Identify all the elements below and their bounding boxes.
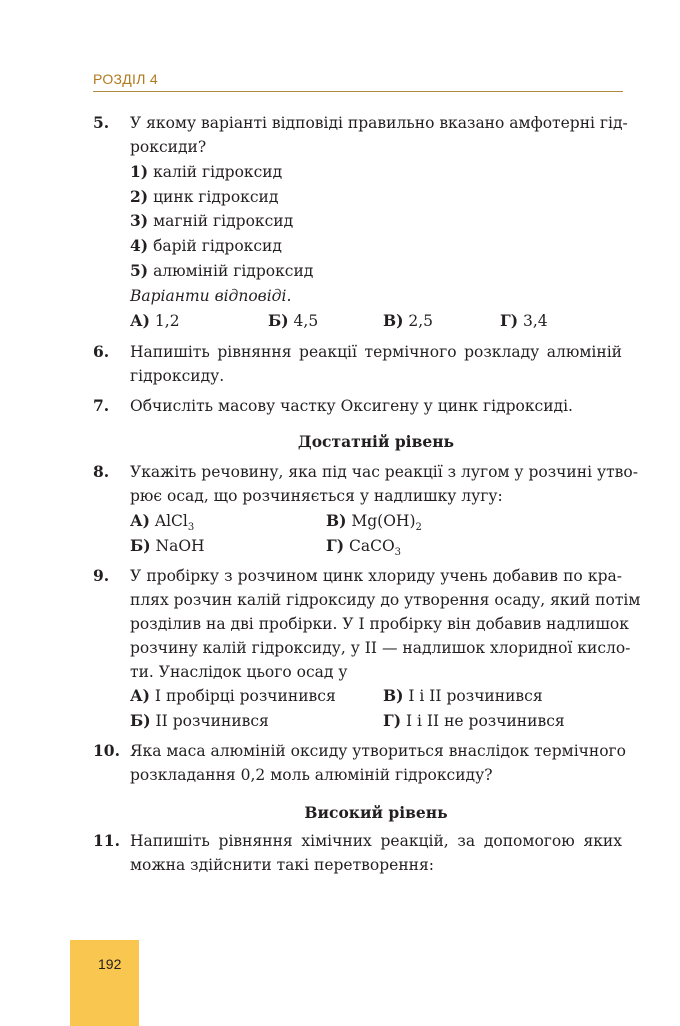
section-header xyxy=(93,69,623,92)
q5-answer-g: Г) 3,4 xyxy=(500,311,548,330)
section-title: РОЗДІЛ 4 xyxy=(93,71,159,87)
q9-answer-b: Б) ІІ розчинився xyxy=(130,711,269,730)
q9-text-line: ти. Унаслідок цього осад у xyxy=(130,663,348,681)
q6-text-line: Напишіть рівняння реакції термічного розкладу алюміній xyxy=(130,343,622,361)
q5-option: 3) магній гідроксид xyxy=(130,211,294,230)
q9-text-line: розчину калій гідроксиду, у ІІ — надлишок хлоридної кисло- xyxy=(130,639,631,657)
q10-text-line: розкладання 0,2 моль алюміній гідроксиду? xyxy=(130,766,493,784)
q5-option: 1) калій гідроксид xyxy=(130,162,283,181)
q8-answer-g: Г) CaCO$_3$ xyxy=(326,536,402,558)
q9-number: 9. xyxy=(93,566,110,585)
q9-text-line: У пробірку з розчином цинк хлориду учень добавив по кра- xyxy=(130,567,622,585)
page-number-tab xyxy=(70,940,139,1026)
q5-text-line: роксиди? xyxy=(130,138,207,156)
q5-answer-b: Б) 4,5 xyxy=(268,311,319,330)
level-heading-sufficient: Достатній рівень xyxy=(297,432,455,451)
q9-answer-v: В) І і ІІ розчинився xyxy=(383,686,543,705)
q5-option: 2) цинк гідроксид xyxy=(130,187,279,206)
q6-text-line: гідроксиду. xyxy=(130,367,225,385)
q5-option: 4) барій гідроксид xyxy=(130,236,282,255)
q5-text-line: У якому варіанті відповіді правильно вказано амфотерні гід- xyxy=(130,114,628,132)
q9-text-line: плях розчин калій гідроксиду до утворення осаду, який потім xyxy=(130,591,641,609)
q11-text-line: Напишіть рівняння хімічних реакцій, за допомогою яких xyxy=(130,832,622,850)
q9-answer-g: Г) І і ІІ не розчинився xyxy=(383,711,565,730)
q7-number: 7. xyxy=(93,396,110,415)
q9-answer-a: А) І пробірці розчинився xyxy=(130,686,336,705)
q5-number: 5. xyxy=(93,113,110,132)
page-number: 192 xyxy=(98,956,122,972)
q8-text-line: Укажіть речовину, яка під час реакції з лугом у розчині утво- xyxy=(130,463,638,481)
q8-text-line: рює осад, що розчиняється у надлишку лугу: xyxy=(130,487,503,505)
q5-answer-v: В) 2,5 xyxy=(383,311,434,330)
q10-text-line: Яка маса алюміній оксиду утвориться внаслідок термічного xyxy=(130,742,627,760)
q8-answer-a: А) AlCl$_3$ xyxy=(130,511,195,533)
q5-option: 5) алюміній гідроксид xyxy=(130,261,314,280)
q11-text-line: можна здійснити такі перетворення: xyxy=(130,856,434,874)
q5-answer-a: А) 1,2 xyxy=(130,311,180,330)
q9-text-line: розділив на дві пробірки. У І пробірку він добавив надлишок xyxy=(130,615,629,633)
q8-number: 8. xyxy=(93,462,110,481)
q5-variants-label: Варіанти відповіді. xyxy=(130,287,292,305)
level-heading-high: Високий рівень xyxy=(304,803,448,822)
q8-answer-b: Б) NaOH xyxy=(130,536,205,555)
q11-number: 11. xyxy=(93,831,120,850)
q7-text-line: Обчисліть масову частку Оксигену у цинк гідроксиді. xyxy=(130,397,573,415)
q10-number: 10. xyxy=(93,741,120,760)
q8-answer-v: В) $Mg(OH)_2$ xyxy=(326,511,422,533)
q6-number: 6. xyxy=(93,342,110,361)
